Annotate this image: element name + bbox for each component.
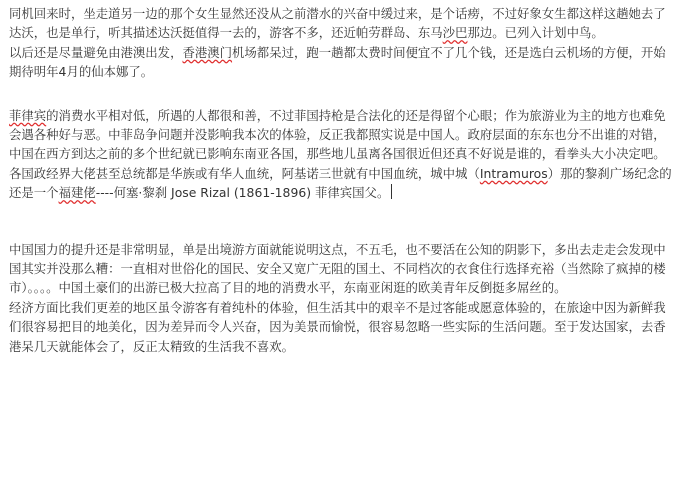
article-body bbox=[9, 4, 675, 356]
spellcheck-word[interactable]: 香港澳门 bbox=[182, 44, 233, 60]
spellcheck-word[interactable]: 沙巴 bbox=[442, 25, 468, 41]
paragraph-china-power bbox=[9, 240, 675, 298]
text-segment: 的消费水平相对低，所遇的人都很和善，不过菲国持枪是合法化的还是得留个心眼；作为旅游业为主的地方也难免会遇各种好与恶。中菲岛争问题并没影响我本次的体验，反正我都照实说是中国人。政府层面的东东也分不出谁的对错，中国在西方到达之前的多个世纪就已影响东南亚各国，那些地儿虽离各国很近但还真不好说是谁的，看拳头大小决定吧。各国政经界大佬甚至总统都是华族或有华人血统，阿基诺三世就有中国血统，城中城（ bbox=[9, 107, 666, 181]
paragraph-philippines bbox=[9, 106, 675, 203]
text-segment: 机场都呆过，跑一趟都太费时间便宜不了几个钱，还是选白云机场的方便，开始期待明年4月的仙本娜了。 bbox=[9, 44, 666, 80]
text-segment: ）那的黎刹广场纪念的还是一个 bbox=[9, 165, 672, 201]
paragraph-spacer bbox=[9, 82, 675, 106]
spellcheck-word[interactable]: Intramuros bbox=[479, 165, 548, 181]
text-segment: 那边。已列入计划中鸟。 bbox=[467, 25, 604, 41]
text-segment: ----何塞·黎刹 Jose Rizal (1861-1896) 菲律宾国父。 bbox=[95, 185, 390, 201]
paragraph-spacer bbox=[9, 203, 675, 240]
text-segment: 经济方面比我们更差的地区虽令游客有着纯朴的体验，但生活其中的艰辛不是过客能或愿意体验的，在旅途中因为新鲜我们很容易把目的地美化，因为差异而令人兴奋，因为美景而愉悦，很容易忽略一些实际的生活问题。至于发达国家，去香港呆几天就能体会了，反正太精致的生活我不喜欢。 bbox=[9, 299, 666, 354]
spellcheck-word[interactable]: 福建佬 bbox=[58, 185, 96, 201]
paragraph-airport bbox=[9, 43, 675, 82]
spellcheck-word[interactable]: 菲律宾 bbox=[9, 107, 47, 123]
text-segment: 同机回来时，坐走道另一边的那个女生显然还没从之前潜水的兴奋中缓过来，是个话痨，不过好象女生都这样这趟她去了达沃，也是单行，听其描述达沃挺值得一去的，游客不多，还近帕劳群岛、东马 bbox=[9, 6, 666, 41]
text-segment: 以后还是尽量避免由港澳出发， bbox=[9, 44, 183, 60]
text-segment: 中国国力的提升还是非常明显，单是出境游方面就能说明这点，不五毛，也不要活在公知的阴影下，多出去走走会发现中国其实并没那么糟：一直相对世俗化的国民、安全又宽广无阻的国土、不同档次的衣食住行选择充裕（当然除了疯掉的楼市）。。。。中国土豪们的出游已极大拉高了目的地的消费水平，东南亚闲逛的欧美青年反倒挺多屌丝的。 bbox=[9, 241, 666, 296]
text-cursor bbox=[391, 184, 392, 199]
paragraph-return-flight bbox=[9, 4, 675, 43]
paragraph-economy bbox=[9, 298, 675, 356]
